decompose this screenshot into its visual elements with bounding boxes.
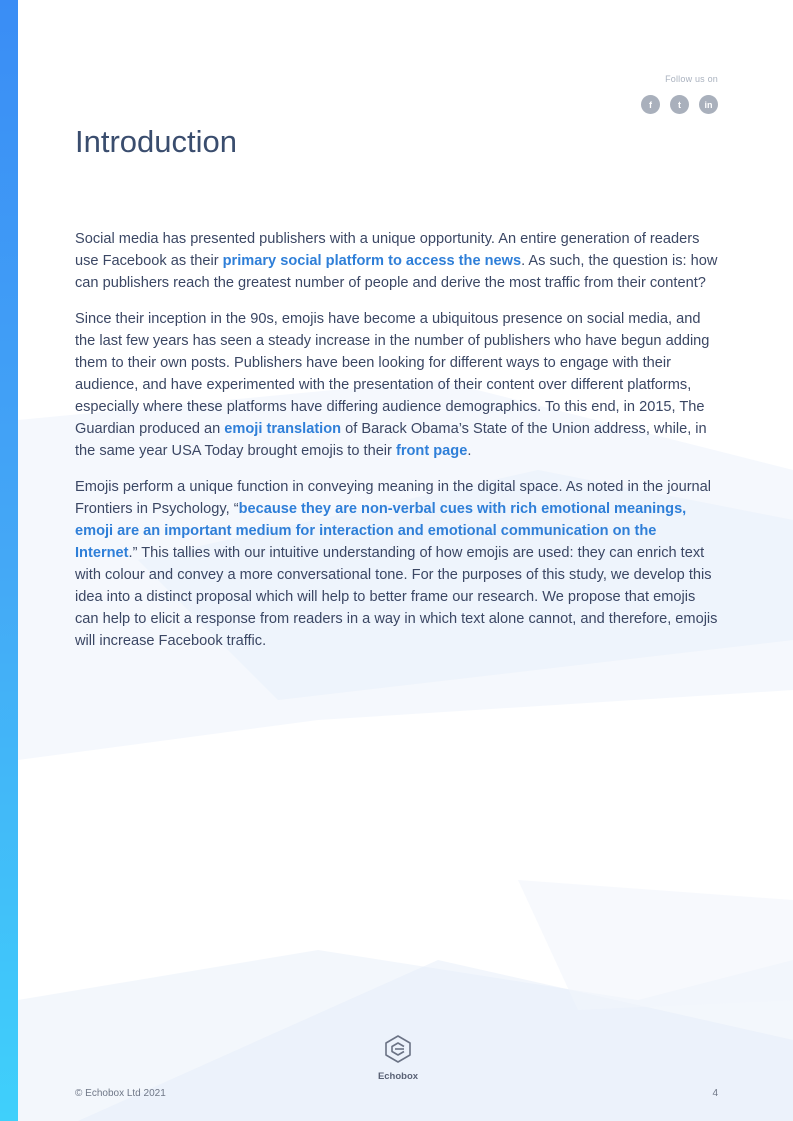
- facebook-icon[interactable]: f: [641, 95, 660, 114]
- body-text: [75, 228, 721, 666]
- link-emoji-translation[interactable]: emoji translation: [224, 421, 342, 437]
- link-primary-social-platform[interactable]: primary social platform to access the news: [222, 253, 522, 269]
- link-front-page[interactable]: front page: [395, 443, 468, 459]
- echobox-logo-icon: [383, 1034, 413, 1064]
- linkedin-icon[interactable]: in: [699, 95, 718, 114]
- page-title: Introduction: [75, 124, 237, 159]
- page-number: 4: [712, 1088, 718, 1099]
- follow-us: [641, 74, 718, 114]
- link-frontiers-quote[interactable]: because they are non-verbal cues with rich emotional meanings, emoji are an important medium for interaction and emotional communication on the Internet: [75, 501, 687, 561]
- social-links: [641, 95, 718, 114]
- follow-label: Follow us on: [665, 74, 718, 84]
- paragraph-3: Emojis perform a unique function in conveying meaning in the digital space. As noted in the journal Frontiers in Psychology, “because they are non-verbal cues with rich emotional meanings, emoji are an important medium for interaction and emotional communication on the Internet.” This tallies with our intuitive understanding of how emojis are used: they can enrich text with colour and convey a more conversational tone. For the purposes of this study, we develop this idea into a distinct proposal which will help to better frame our research. We propose that emojis can help to elicit a response from readers in a way in which text alone cannot, and therefore, emojis will increase Facebook traffic.: [75, 479, 718, 649]
- twitter-icon[interactable]: t: [670, 95, 689, 114]
- logo-wordmark: Echobox: [377, 1071, 419, 1082]
- copyright: © Echobox Ltd 2021: [75, 1088, 166, 1099]
- echobox-logo: [368, 1034, 428, 1082]
- paragraph-1: Social media has presented publishers with a unique opportunity. An entire generation of readers use Facebook as their primary social platform to access the news. As such, the question is: how can publishers reach the greatest number of people and derive the most traffic from their content?: [75, 231, 718, 291]
- paragraph-2: Since their inception in the 90s, emojis have become a ubiquitous presence on social media, and the last few years has seen a steady increase in the number of publishers who have begun adding them to their own posts. Publishers have been looking for different ways to engage with their audience, and have experimented with the presentation of their content over different platforms, especially where these platforms have differing audience demographics. To this end, in 2015, The Guardian produced an emoji translation of Barack Obama’s State of the Union address, while, in the same year USA Today brought emojis to their front page.: [75, 311, 710, 459]
- side-accent-bar: [0, 0, 18, 1121]
